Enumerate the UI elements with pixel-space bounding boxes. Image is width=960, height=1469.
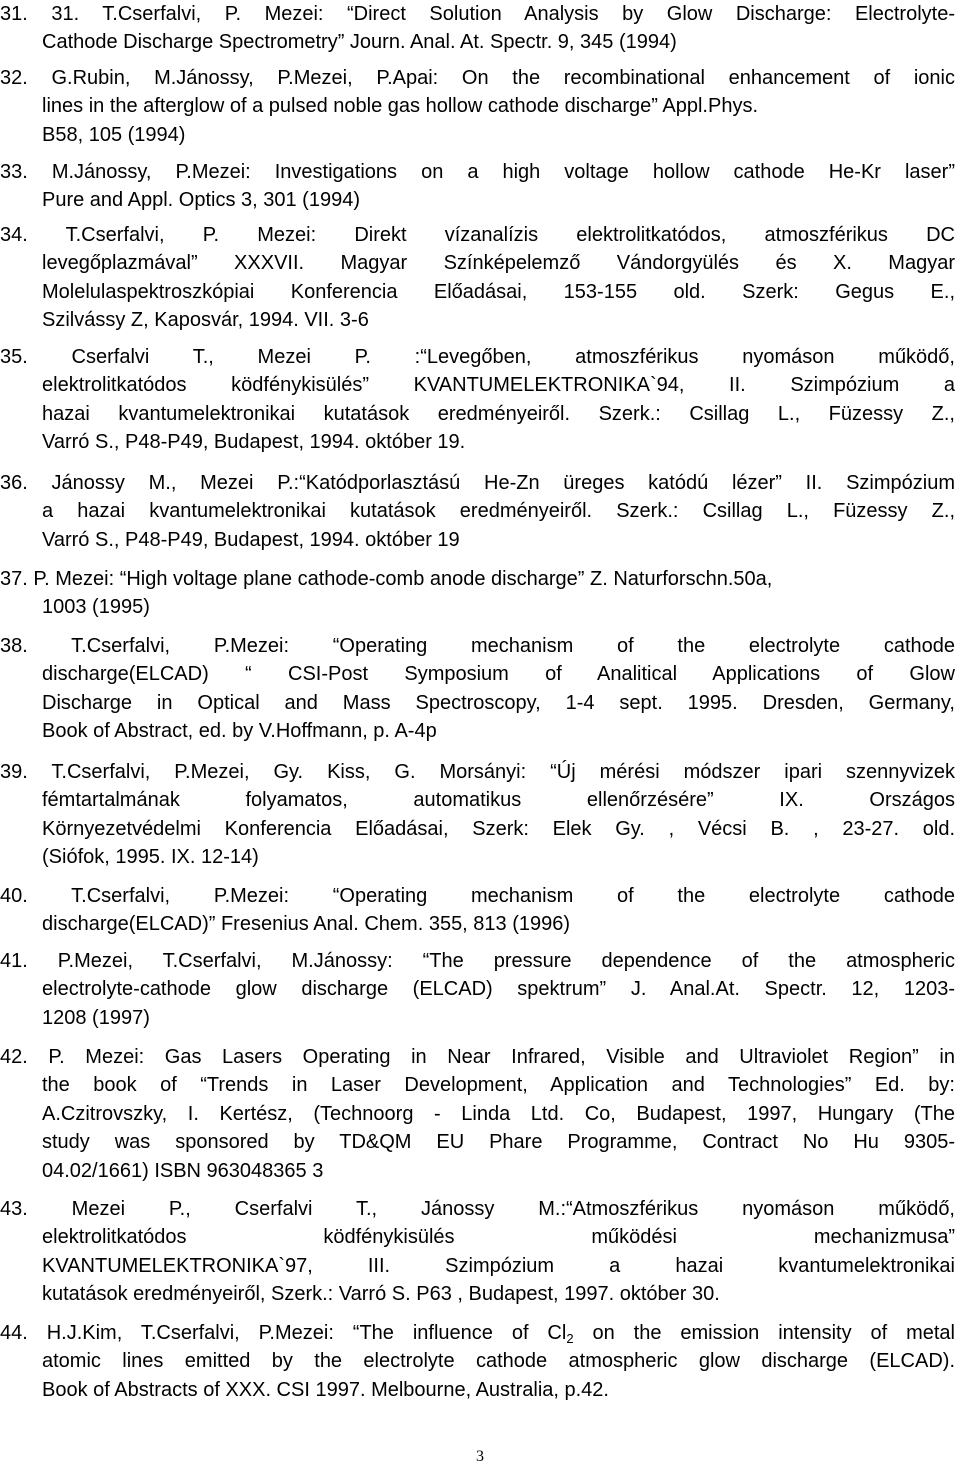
reference-line: B58, 105 (1994) (42, 123, 186, 146)
reference-line: discharge(ELCAD) “ CSI-Post Symposium of Analitical Applications of Glow (42, 663, 955, 686)
reference-line: 34. T.Cserfalvi, P. Mezei: Direkt vízanalízis elektrolitkatódos, atmoszférikus DC (0, 224, 955, 246)
reference-line: 1208 (1997) (42, 1006, 150, 1029)
reference-item (0, 0, 955, 57)
reference-line: lines in the afterglow of a pulsed noble gas hollow cathode discharge” Appl.Phys. (42, 95, 759, 118)
reference-item (0, 632, 955, 746)
reference-line: Szilvássy Z, Kaposvár, 1994. VII. 3-6 (42, 309, 369, 332)
reference-line: Book of Abstracts of XXX. CSI 1997. Melbourne, Australia, p.42. (42, 1378, 609, 1401)
reference-line: Discharge in Optical and Mass Spectroscopy, 1-4 sept. 1995. Dresden, Germany, (42, 691, 955, 714)
reference-item (0, 343, 955, 457)
reference-line: fémtartalmának folyamatos, automatikus ellenőrzésére” IX. Országos (42, 789, 955, 812)
reference-line: Pure and Appl. Optics 3, 301 (1994) (42, 189, 360, 212)
reference-item (0, 64, 955, 149)
reference-item (0, 947, 955, 1032)
reference-line (0, 1319, 955, 1347)
reference-line: A.Czitrovszky, I. Kertész, (Technoorg - Linda Ltd. Co, Budapest, 1997, Hungary (The (42, 1102, 955, 1125)
reference-line: (Siófok, 1995. IX. 12-14) (42, 846, 259, 869)
reference-item (0, 758, 955, 872)
reference-line: 33. M.Jánossy, P.Mezei: Investigations on a high voltage hollow cathode He-Kr laser” (0, 161, 955, 183)
reference-line: electrolyte-cathode glow discharge (ELCAD) spektrum” J. Anal.At. Spectr. 12, 1203- (42, 978, 955, 1001)
reference-line: 36. Jánossy M., Mezei P.:“Katódporlasztású He-Zn üreges katódú lézer” II. Szimpózium (0, 472, 955, 494)
reference-line: Varró S., P48-P49, Budapest, 1994. október 19. (42, 431, 466, 454)
reference-line: 41. P.Mezei, T.Cserfalvi, M.Jánossy: “The pressure dependence of the atmospheric (0, 950, 955, 972)
reference-item (0, 1319, 955, 1404)
reference-line: 31. 31. T.Cserfalvi, P. Mezei: “Direct Solution Analysis by Glow Discharge: Electrolyte- (0, 3, 955, 25)
reference-line: Molelulaspektroszkópiai Konferencia Előadásai, 153-155 old. Szerk: Gegus E., (42, 280, 955, 303)
reference-line: 32. G.Rubin, M.Jánossy, P.Mezei, P.Apai: On the recombinational enhancement of ionic (0, 67, 955, 89)
reference-line: Cathode Discharge Spectrometry” Journ. Anal. At. Spectr. 9, 345 (1994) (42, 31, 677, 54)
reference-line: levegőplazmával” XXXVII. Magyar Színképelemző Vándorgyülés és X. Magyar (42, 252, 955, 275)
reference-line: 04.02/1661) ISBN 963048365 3 (42, 1159, 324, 1182)
reference-line: 35. Cserfalvi T., Mezei P. :“Levegőben, atmoszférikus nyomáson működő, (0, 346, 955, 368)
reference-item (0, 158, 955, 215)
reference-line: 39. T.Cserfalvi, P.Mezei, Gy. Kiss, G. Morsányi: “Új mérési módszer ipari szennyvizek (0, 761, 955, 783)
reference-line: Varró S., P48-P49, Budapest, 1994. október 19 (42, 528, 460, 551)
reference-line: study was sponsored by TD&QM EU Phare Programme, Contract No Hu 9305- (42, 1131, 955, 1154)
reference-text: 44. H.J.Kim, T.Cserfalvi, P.Mezei: “The influence of Cl (0, 1322, 567, 1344)
reference-line: hazai kvantumelektronikai kutatások eredményeiről. Szerk.: Csillag L., Füzessy Z., (42, 402, 955, 425)
page-number: 3 (476, 1448, 484, 1465)
reference-item (0, 469, 955, 554)
reference-line: discharge(ELCAD)” Fresenius Anal. Chem. 355, 813 (1996) (42, 913, 571, 936)
reference-item (0, 882, 955, 939)
reference-item (0, 1195, 955, 1309)
reference-item (0, 1043, 955, 1185)
reference-line: a hazai kvantumelektronikai kutatások eredményeiről. Szerk.: Csillag L., Füzessy Z., (42, 500, 955, 523)
reference-line: 37. P. Mezei: “High voltage plane cathode-comb anode discharge” Z. Naturforschn.50a, (0, 568, 773, 590)
reference-line: atomic lines emitted by the electrolyte cathode atmospheric glow discharge (ELCAD). (42, 1350, 955, 1373)
reference-line: 40. T.Cserfalvi, P.Mezei: “Operating mechanism of the electrolyte cathode (0, 885, 955, 907)
reference-line: Book of Abstract, ed. by V.Hoffmann, p. A-4p (42, 720, 437, 743)
reference-item (0, 565, 955, 622)
reference-line: 1003 (1995) (42, 596, 150, 619)
reference-line: elektrolitkatódos ködfénykisülés működési mechanizmusa” (42, 1226, 955, 1249)
reference-item (0, 221, 955, 335)
reference-line: kutatások eredményeiről, Szerk.: Varró S. P63 , Budapest, 1997. október 30. (42, 1283, 720, 1306)
subscript: 2 (566, 1331, 574, 1346)
reference-text: on the emission intensity of metal (573, 1322, 956, 1344)
reference-line: KVANTUMELEKTRONIKA`97, III. Szimpózium a hazai kvantumelektronikai (42, 1254, 955, 1277)
reference-line: elektrolitkatódos ködfénykisülés” KVANTUMELEKTRONIKA`94, II. Szimpózium a (42, 374, 955, 397)
reference-line: 38. T.Cserfalvi, P.Mezei: “Operating mechanism of the electrolyte cathode (0, 635, 955, 657)
reference-line: Környezetvédelmi Konferencia Előadásai, Szerk: Elek Gy. , Vécsi B. , 23-27. old. (42, 817, 955, 840)
reference-line: the book of “Trends in Laser Development, Application and Technologies” Ed. by: (42, 1074, 955, 1097)
reference-line: 42. P. Mezei: Gas Lasers Operating in Near Infrared, Visible and Ultraviolet Region” in (0, 1046, 955, 1068)
reference-line: 43. Mezei P., Cserfalvi T., Jánossy M.:“Atmoszférikus nyomáson működő, (0, 1198, 955, 1220)
